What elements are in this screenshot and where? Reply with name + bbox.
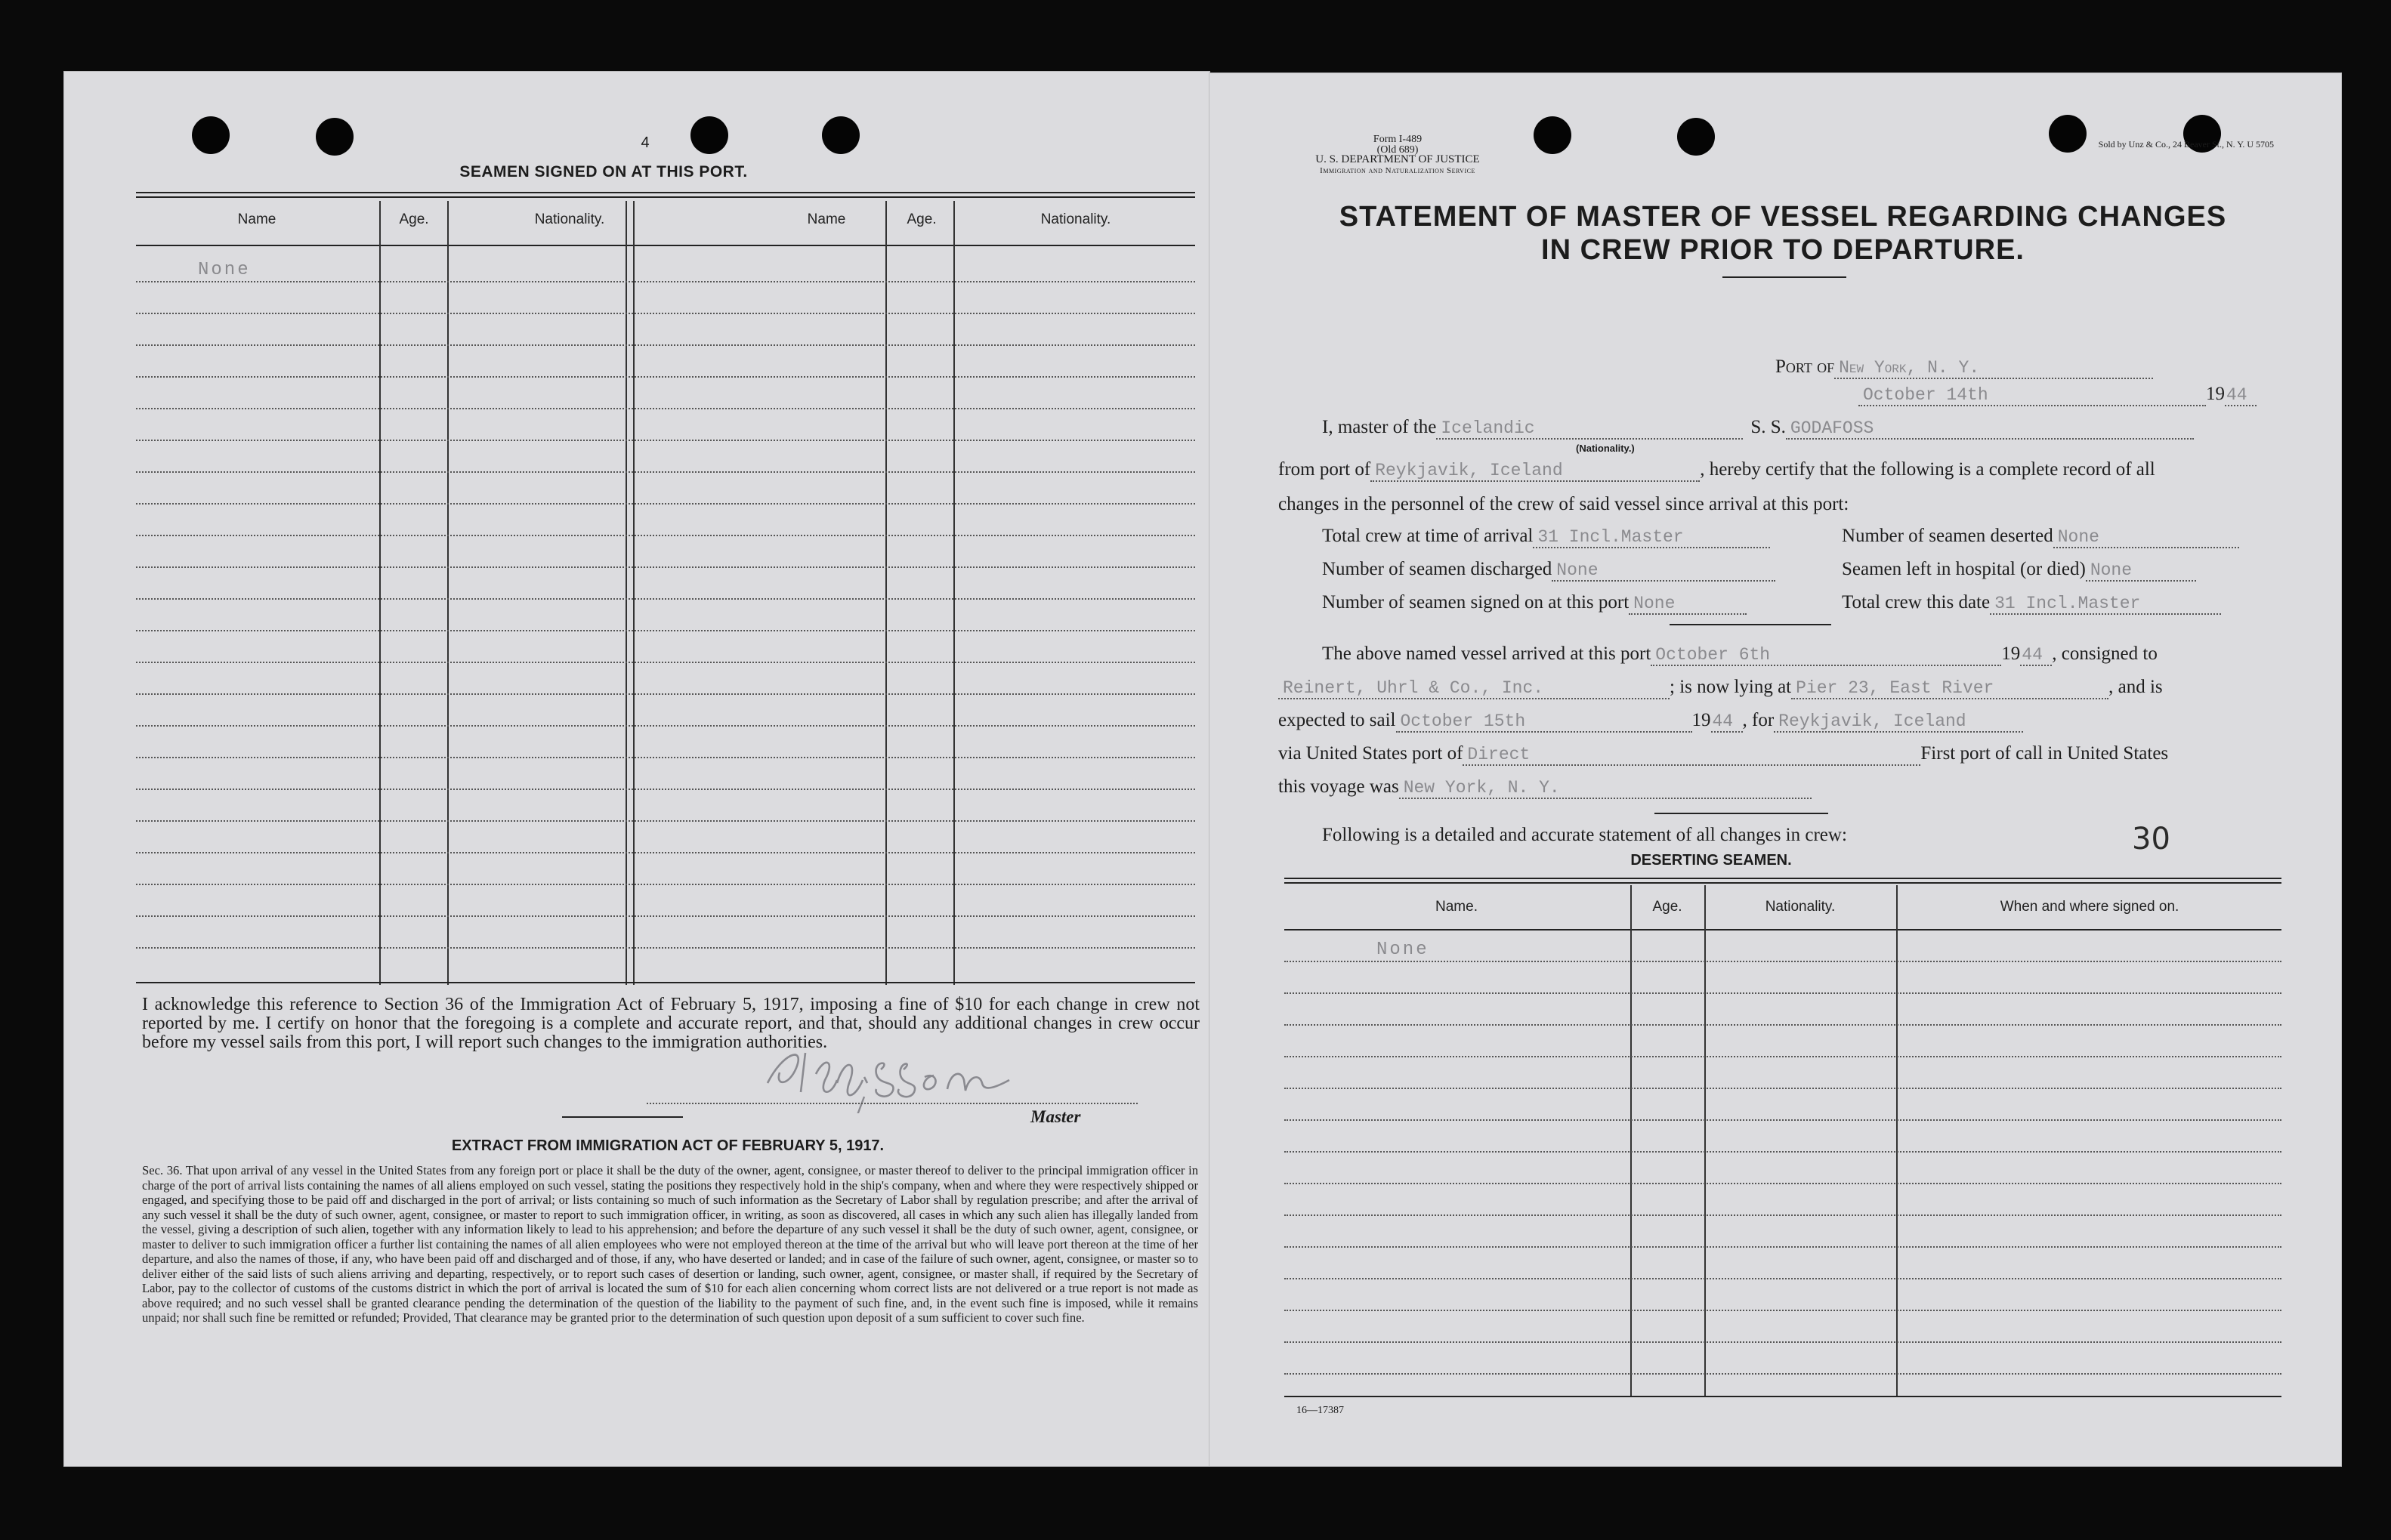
hospital-field: None	[2086, 560, 2196, 582]
signed-on-label: Number of seamen signed on at this port	[1322, 592, 1630, 613]
footer-code: 16—17387	[1296, 1405, 1344, 1416]
punch-hole	[1677, 118, 1715, 156]
signed-on-entry: None	[198, 260, 251, 280]
col-desert-nationality: Nationality.	[1765, 899, 1836, 915]
arrived-field: October 6th	[1651, 645, 2001, 666]
and-is-label: , and is	[2108, 677, 2163, 697]
right-page	[1209, 73, 2342, 1467]
expected-label: expected to sail	[1278, 710, 1396, 730]
consigned-label: , consigned to	[2052, 643, 2158, 664]
col-desert-age: Age.	[1652, 899, 1682, 915]
form-title-line2: IN CREW PRIOR TO DEPARTURE.	[1541, 234, 2025, 266]
certify-text: , hereby certify that the following is a complete record of all	[1700, 459, 2155, 480]
voyage-label: this voyage was	[1278, 776, 1399, 797]
acknowledgement-text: I acknowledge this reference to Section 36 of the Immigration Act of February 5, 1917, imposing a fine of $10 for each change in crew not reported by me. I certify on honor that the foregoing is a complete and accurate report, and that, should any additional changes in crew occur before my vessel sails from this port, I will report such changes to the immigration authorities.	[142, 995, 1200, 1052]
arrived-year-suffix: 44	[2020, 645, 2052, 666]
discharged-label: Number of seamen discharged	[1322, 559, 1552, 579]
discharged-field: None	[1552, 560, 1775, 582]
from-port-field: Reykjavik, Iceland	[1370, 461, 1700, 482]
master-label: Master	[1030, 1107, 1081, 1126]
arrived-label: The above named vessel arrived at this port	[1322, 643, 1651, 664]
sold-by: Sold by Unz & Co., 24 Beaver St., N. Y. U 5705	[2098, 139, 2274, 150]
deserted-field: None	[2053, 527, 2239, 548]
via-label: via United States port of	[1278, 743, 1463, 764]
col-name: Name	[237, 211, 276, 227]
for-label: , for	[1742, 710, 1775, 730]
total-this-date-label: Total crew this date	[1842, 592, 1991, 613]
col-nationality-2: Nationality.	[1040, 211, 1111, 227]
punch-hole	[822, 116, 860, 154]
ss-field: GODAFOSS	[1786, 418, 2194, 440]
punch-hole	[1534, 116, 1571, 154]
nationality-caption: (Nationality.)	[1576, 443, 1635, 454]
total-this-date-field: 31 Incl.Master	[1990, 594, 2221, 615]
port-of-label: Port of	[1775, 356, 1835, 377]
col-nationality: Nationality.	[534, 211, 605, 227]
consignee-field: Reinert, Uhrl & Co., Inc.	[1278, 678, 1670, 699]
year-suffix: 44	[2225, 385, 2257, 406]
form-old-number: (Old 689)	[1376, 144, 1419, 156]
year-prefix: 19	[2206, 384, 2225, 404]
deserting-title: DESERTING SEAMEN.	[1630, 852, 1792, 869]
total-crew-field: 31 Incl.Master	[1533, 527, 1770, 548]
via-field: Direct	[1463, 745, 1920, 766]
changes-text: changes in the personnel of the crew of said vessel since arrival at this port:	[1278, 494, 1849, 514]
seamen-signed-title: SEAMEN SIGNED ON AT THIS PORT.	[459, 163, 748, 181]
col-age-2: Age.	[907, 211, 937, 227]
first-port-label: First port of call in United States	[1920, 743, 2169, 764]
form-number: Form I-489	[1373, 134, 1423, 145]
expected-year-suffix: 44	[1711, 711, 1743, 733]
department: U. S. DEPARTMENT OF JUSTICE	[1315, 153, 1480, 165]
form-title-line1: STATEMENT OF MASTER OF VESSEL REGARDING CHANGES	[1339, 201, 2227, 233]
nationality-field: Icelandic	[1436, 418, 1743, 440]
col-desert-signed-on: When and where signed on.	[2000, 899, 2179, 915]
total-crew-label: Total crew at time of arrival	[1322, 526, 1534, 546]
arrived-year-prefix: 19	[2001, 643, 2021, 664]
left-page	[63, 71, 1210, 1467]
extract-title: EXTRACT FROM IMMIGRATION ACT OF FEBRUARY 5, 1917.	[451, 1137, 885, 1154]
expected-field: October 15th	[1396, 711, 1692, 733]
hospital-label: Seamen left in hospital (or died)	[1842, 559, 2086, 579]
master-of-label: I, master of the	[1322, 417, 1437, 437]
master-signature	[752, 1008, 1055, 1113]
punch-hole	[192, 116, 230, 154]
destination-field: Reykjavik, Iceland	[1774, 711, 2023, 733]
deserting-entry: None	[1376, 940, 1429, 960]
handwritten-number: 30	[2132, 822, 2170, 856]
following-text: Following is a detailed and accurate statement of all changes in crew:	[1322, 825, 1847, 845]
deserted-label: Number of seamen deserted	[1842, 526, 2053, 546]
page-number: 4	[641, 134, 650, 151]
service: Immigration and Naturalization Service	[1320, 166, 1475, 175]
voyage-field: New York, N. Y.	[1399, 778, 1812, 799]
punch-hole	[690, 116, 728, 154]
punch-hole	[316, 118, 354, 156]
date-field: October 14th	[1858, 385, 2206, 406]
col-desert-name: Name.	[1435, 899, 1478, 915]
expected-year-prefix: 19	[1691, 710, 1711, 730]
port-of-field: New York, N. Y.	[1834, 358, 2153, 379]
lying-label: ; is now lying at	[1670, 677, 1792, 697]
col-name-2: Name	[807, 211, 846, 227]
extract-text: Sec. 36. That upon arrival of any vessel in the United States from any foreign port or place it shall be the duty of the owner, agent, consignee, or master thereof to deliver to the principal immigration officer in charge of the port of arrival lists containing the names of all aliens employed on such vessel, stating the positions they respectively hold in the ship's company, when and where they were respectively shipped or engaged, and specifying those to be paid off and discharged in the port of arrival; or lists containing so much of such information as the Secretary of Labor shall by regulation prescribe; and after the arrival of any such vessel it shall be the duty of such owner, agent, consignee, or master to report to such immigration officer, in writing, as soon as discovered, all cases in which any such alien has illegally landed from the vessel, giving a description of such alien, together with any information likely to lead to his apprehension; and before the departure of any such vessel it shall be the duty of such owner, agent, consignee, or master to deliver to such immigration officer a further list containing the names of all alien employees who were not employed thereon at the time of the arrival but who will leave port thereon at the time of her departure, and also the names of those, if any, who have been paid off and discharged and of those, if any, who have deserted or landed; and in case of the failure of such owner, agent, consignee, or master so to deliver either of the said lists of such aliens arriving and departing, respectively, or to report such cases of desertion or landing, such owner, agent, consignee, or master shall, if required by the Secretary of Labor, pay to the collector of customs of the customs district in which the port of arrival is located the sum of $10 for each alien concerning whom correct lists are not delivered or a true report is not made as above required; and no such vessel shall be granted clearance pending the determination of the question of the liability to the payment of such fine, and, in the event such fine is imposed, while it remains unpaid; nor shall such fine be remitted or refunded; Provided, That clearance may be granted prior to the determination of such question upon deposit of a sum sufficient to cover such fine.	[142, 1163, 1198, 1325]
col-age: Age.	[399, 211, 429, 227]
ss-label: S. S.	[1750, 417, 1786, 437]
from-port-label: from port of	[1278, 459, 1371, 480]
lying-field: Pier 23, East River	[1791, 678, 2108, 699]
signed-on-field: None	[1629, 594, 1747, 615]
